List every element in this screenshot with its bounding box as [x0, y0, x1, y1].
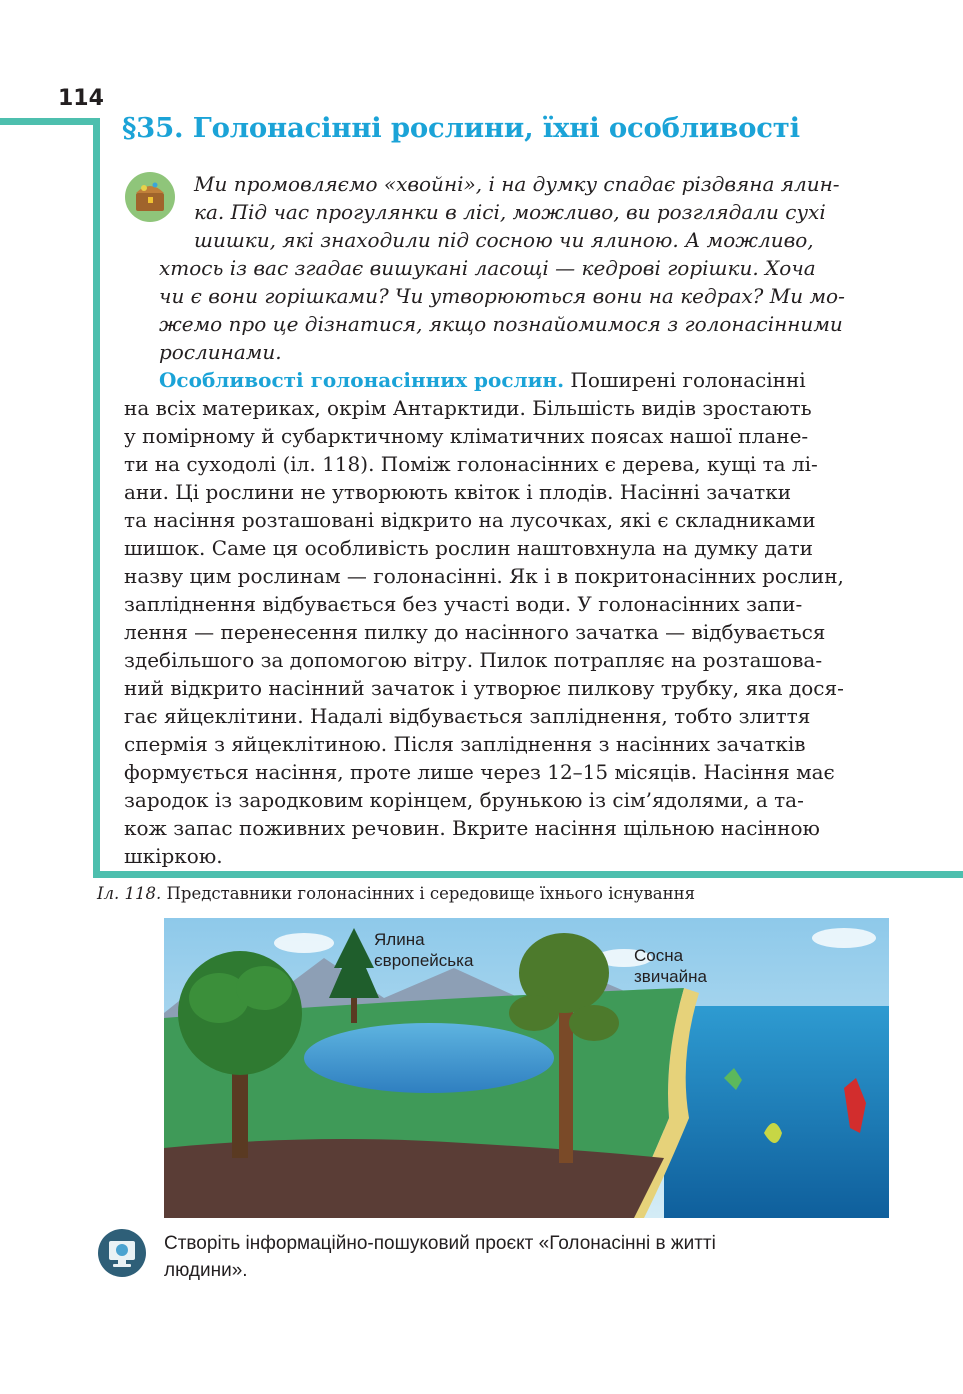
- figure-caption: [97, 884, 695, 903]
- body-line: та насіння розташовані відкрито на лусочках, які є складниками: [124, 508, 816, 532]
- label-spruce-line-2: європейська: [374, 951, 474, 970]
- body-line: у помірному й субарктичному кліматичних поясах нашої плане-: [124, 424, 809, 448]
- gymnosperm-habitat-illustration: [164, 918, 889, 1218]
- intro-line: чи є вони горішками? Чи утворюються вони на кедрах? Ми мо-: [159, 284, 845, 308]
- intro-line: жемо про це дізнатися, якщо познайомимося з голонасінними: [159, 312, 843, 336]
- cloud: [812, 928, 876, 948]
- intro-paragraph: [124, 170, 889, 366]
- body-line: шкіркою.: [124, 844, 223, 868]
- body-line: запліднення відбувається без участі води. У голонасінних запи-: [124, 592, 803, 616]
- cloud: [274, 933, 334, 953]
- intro-line: рослинами.: [159, 340, 282, 364]
- section-heading: §35. Голонасінні рослини, їхні особливості: [122, 112, 800, 144]
- frame-top-rule: [0, 118, 100, 125]
- intro-line: ка. Під час прогулянки в лісі, можливо, ви розглядали сухі: [194, 200, 826, 224]
- intro-line: Ми промовляємо «хвойні», і на думку спадає різдвяна ялин-: [194, 172, 840, 196]
- intro-line: шишки, які знаходили під сосною чи ялиною. А можливо,: [194, 228, 814, 252]
- body-line: ний відкрито насінний зачаток і утворює пилкову трубку, яка дося-: [124, 676, 844, 700]
- intro-line: хтось із вас згадає вишукані ласощі — кедрові горішки. Хоча: [159, 256, 816, 280]
- caption-text: Представники голонасінних і середовище їхнього існування: [161, 884, 695, 903]
- subheading: Особливості голонасінних рослин.: [159, 368, 565, 392]
- label-pine-line-1: Сосна: [634, 946, 684, 965]
- body-line: кож запас поживних речовин. Вкрите насіння щільною насінною: [124, 816, 820, 840]
- body-line: лення — перенесення пилку до насінного зачатка — відбувається: [124, 620, 826, 644]
- body-paragraph: [124, 366, 889, 870]
- body-line: формується насіння, проте лише через 12–15 місяців. Насіння має: [124, 760, 835, 784]
- body-line: шишок. Саме ця особливість рослин наштовхнула на думку дати: [124, 536, 813, 560]
- lake: [304, 1023, 554, 1093]
- frame-bottom-rule: [93, 871, 963, 878]
- label-pine-line-2: звичайна: [634, 967, 707, 986]
- body-line: зародок із зародковим корінцем, брунькою із сім’ядолями, а та-: [124, 788, 804, 812]
- page-number: 114: [58, 86, 104, 111]
- body-line: спермія з яйцеклітиною. Після запліднення з насінних зачатків: [124, 732, 806, 756]
- body-line: гає яйцеклітини. Надалі відбувається запліднення, тобто злиття: [124, 704, 811, 728]
- body-line: здебільшого за допомогою вітру. Пилок потрапляє на розташова-: [124, 648, 823, 672]
- computer-globe-icon: [97, 1228, 147, 1278]
- body-line: назву цим рослинам — голонасінні. Як і в покритонасінних рослин,: [124, 564, 844, 588]
- label-spruce-line-1: Ялина: [374, 930, 425, 949]
- caption-label: Іл. 118.: [97, 884, 162, 903]
- project-line: людини».: [164, 1260, 248, 1281]
- body-line: ти на суходолі (іл. 118). Поміж голонасінних є дерева, кущі та лі-: [124, 452, 818, 476]
- body-line-text: Поширені голонасінні: [564, 368, 806, 392]
- body-line: на всіх материках, окрім Антарктиди. Більшість видів зростають: [124, 396, 812, 420]
- body-line: [124, 366, 889, 394]
- project-line: Створіть інформаційно-пошуковий проєкт «Голонасінні в житті: [164, 1233, 716, 1254]
- body-line: ани. Ці рослини не утворюють квіток і плодів. Насінні зачатки: [124, 480, 792, 504]
- frame-left-rule: [93, 118, 100, 878]
- project-task: [164, 1230, 889, 1284]
